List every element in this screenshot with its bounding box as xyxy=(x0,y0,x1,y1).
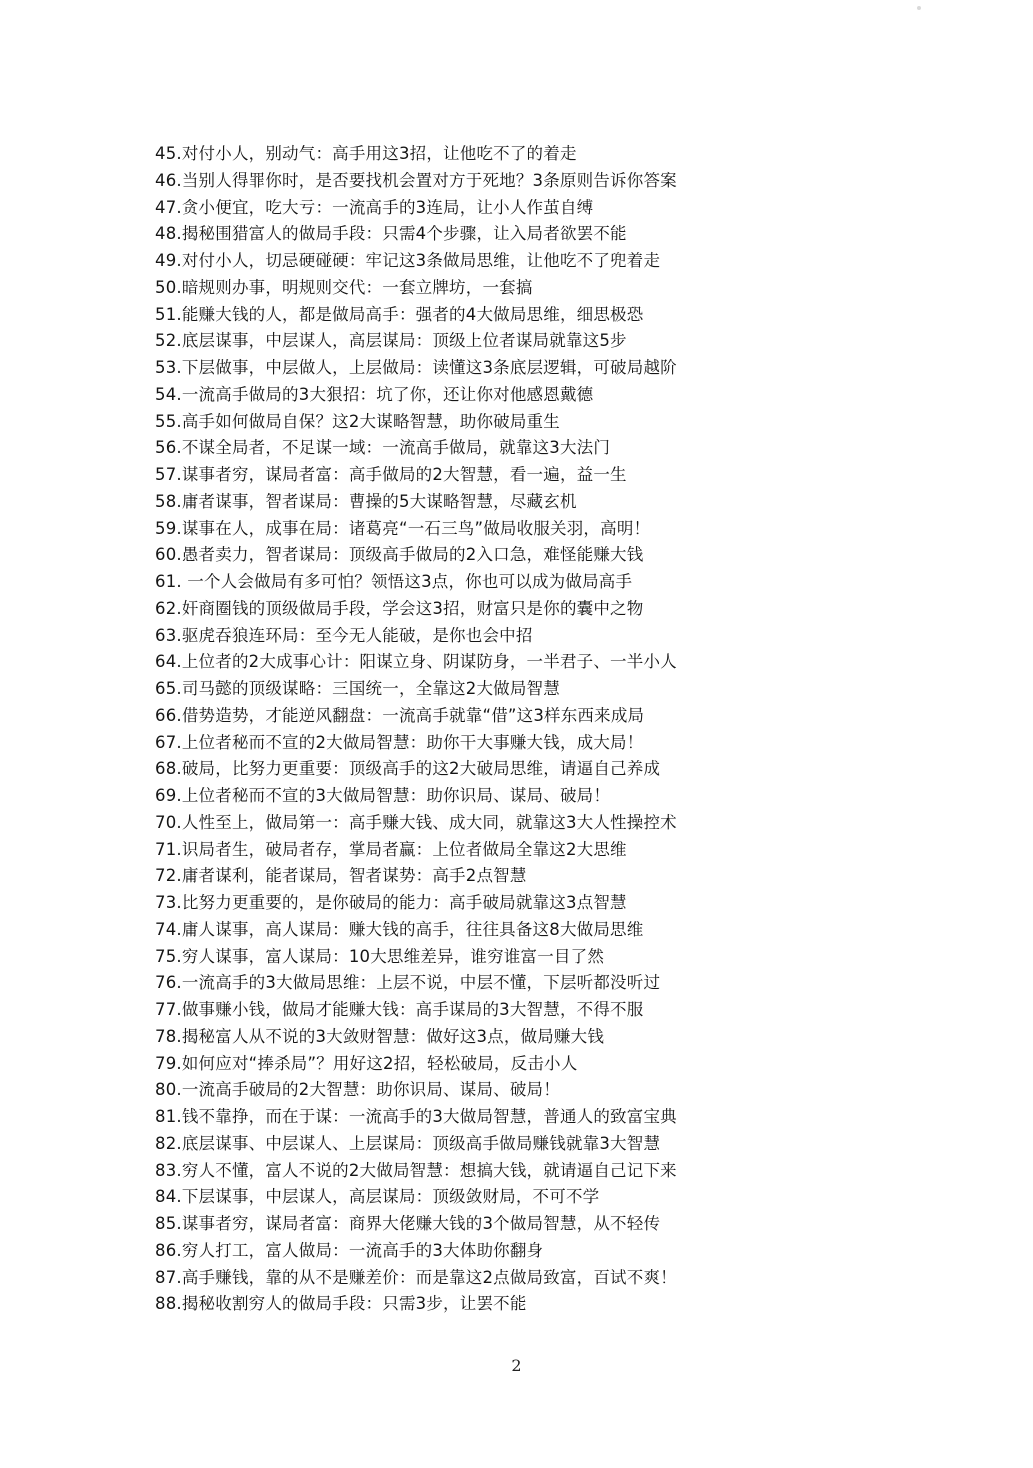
list-item: 47.贪小便宜，吃大亏：一流高手的3连局，让小人作茧自缚 xyxy=(155,197,594,217)
list-item: 68.破局，比努力更重要：顶级高手的这2大破局思维，请逼自己养成 xyxy=(155,759,661,779)
list-item: 78.揭秘富人从不说的3大敛财智慧：做好这3点，做局赚大钱 xyxy=(155,1026,605,1046)
list-item: 61. 一个人会做局有多可怕？领悟这3点，你也可以成为做局高手 xyxy=(155,572,633,591)
list-item: 73.比努力更重要的，是你破局的能力：高手破局就靠这3点智慧 xyxy=(155,893,627,912)
list-item: 54.一流高手做局的3大狠招：坑了你，还让你对他感恩戴德 xyxy=(155,384,594,404)
list-item: 46.当别人得罪你时，是否要找机会置对方于死地？3条原则告诉你答案 xyxy=(155,170,677,190)
list-item: 84.下层谋事，中层谋人，高层谋局：顶级敛财局，不可不学 xyxy=(155,1187,600,1207)
list-item: 67.上位者秘而不宣的2大做局智慧：助你干大事赚大钱，成大局！ xyxy=(155,732,644,752)
list-item: 45.对付小人，别动气：高手用这3招，让他吃不了的着走 xyxy=(155,144,577,163)
list-item: 63.驱虎吞狼连环局：至今无人能破，是你也会中招 xyxy=(155,625,533,645)
list-item: 75.穷人谋事，富人谋局：10大思维差异，谁穷谁富一目了然 xyxy=(155,946,605,966)
list-item: 65.司马懿的顶级谋略：三国统一，全靠这2大做局智慧 xyxy=(155,679,560,698)
list-item: 48.揭秘围猎富人的做局手段：只需4个步骤，让入局者欲罢不能 xyxy=(155,224,627,244)
list-item: 74.庸人谋事，高人谋局：赚大钱的高手，往往具备这8大做局思维 xyxy=(155,919,644,939)
list-item: 88.揭秘收割穷人的做局手段：只需3步，让罢不能 xyxy=(155,1294,527,1314)
list-item: 58.庸者谋事，智者谋局：曹操的5大谋略智慧，尽藏玄机 xyxy=(155,491,577,511)
list-item: 62.奸商圈钱的顶级做局手段，学会这3招，财富只是你的囊中之物 xyxy=(155,598,644,618)
list-item: 49.对付小人，切忌硬碰硬：牢记这3条做局思维，让他吃不了兜着走 xyxy=(155,251,661,270)
scan-speck xyxy=(917,6,921,10)
list-item: 66.借势造势，才能逆风翻盘：一流高手就靠“借”这3样东西来成局 xyxy=(155,705,645,725)
list-item: 60.愚者卖力，智者谋局：顶级高手做局的2入口急，难怪能赚大钱 xyxy=(155,545,644,565)
list-item: 87.高手赚钱，靠的从不是赚差价：而是靠这2点做局致富，百试不爽！ xyxy=(155,1267,677,1287)
list-item: 72.庸者谋利，能者谋局，智者谋势：高手2点智慧 xyxy=(155,866,527,886)
list-item: 86.穷人打工，富人做局：一流高手的3大体助你翻身 xyxy=(155,1240,544,1260)
list-item: 51.能赚大钱的人，都是做局高手：强者的4大做局思维，细思极恐 xyxy=(155,304,644,324)
title-list xyxy=(155,141,875,1318)
list-item: 50.暗规则办事，明规则交代：一套立牌坊，一套搞 xyxy=(155,277,533,297)
list-item: 79.如何应对“捧杀局”？用好这2招，轻松破局，反击小人 xyxy=(155,1053,578,1073)
list-item: 70.人性至上，做局第一：高手赚大钱、成大同，就靠这3大人性操控术 xyxy=(155,812,677,832)
list-item: 83.穷人不懂，富人不说的2大做局智慧：想搞大钱，就请逼自己记下来 xyxy=(155,1160,677,1180)
list-item: 55.高手如何做局自保？这2大谋略智慧，助你破局重生 xyxy=(155,411,560,431)
list-item: 69.上位者秘而不宣的3大做局智慧：助你识局、谋局、破局！ xyxy=(155,786,611,805)
list-item: 81.钱不靠挣，而在于谋：一流高手的3大做局智慧，普通人的致富宝典 xyxy=(155,1107,677,1126)
list-item: 59.谋事在人，成事在局：诸葛亮“一石三鸟”做局收服关羽，高明！ xyxy=(155,518,651,538)
list-item: 64.上位者的2大成事心计：阳谋立身、阴谋防身，一半君子、一半小人 xyxy=(155,652,677,672)
list-item: 85.谋事者穷，谋局者富：商界大佬赚大钱的3个做局智慧，从不轻传 xyxy=(155,1214,661,1233)
list-item: 53.下层做事，中层做人，上层做局：读懂这3条底层逻辑，可破局越阶 xyxy=(155,358,677,377)
list-item: 80.一流高手破局的2大智慧：助你识局、谋局、破局！ xyxy=(155,1080,560,1100)
list-item: 52.底层谋事，中层谋人，高层谋局：顶级上位者谋局就靠这5步 xyxy=(155,331,627,351)
list-item: 76.一流高手的3大做局思维：上层不说，中层不懂，下层听都没听过 xyxy=(155,973,661,993)
list-item: 56.不谋全局者，不足谋一域：一流高手做局，就靠这3大法门 xyxy=(155,438,611,458)
list-item: 71.识局者生，破局者存，掌局者赢：上位者做局全靠这2大思维 xyxy=(155,839,627,859)
page-number: 2 xyxy=(511,1356,522,1375)
list-item: 77.做事赚小钱，做局才能赚大钱：高手谋局的3大智慧，不得不服 xyxy=(155,1000,644,1019)
list-item: 82.底层谋事、中层谋人、上层谋局：顶级高手做局赚钱就靠3大智慧 xyxy=(155,1133,661,1153)
list-item: 57.谋事者穷，谋局者富：高手做局的2大智慧，看一遍，益一生 xyxy=(155,465,627,484)
